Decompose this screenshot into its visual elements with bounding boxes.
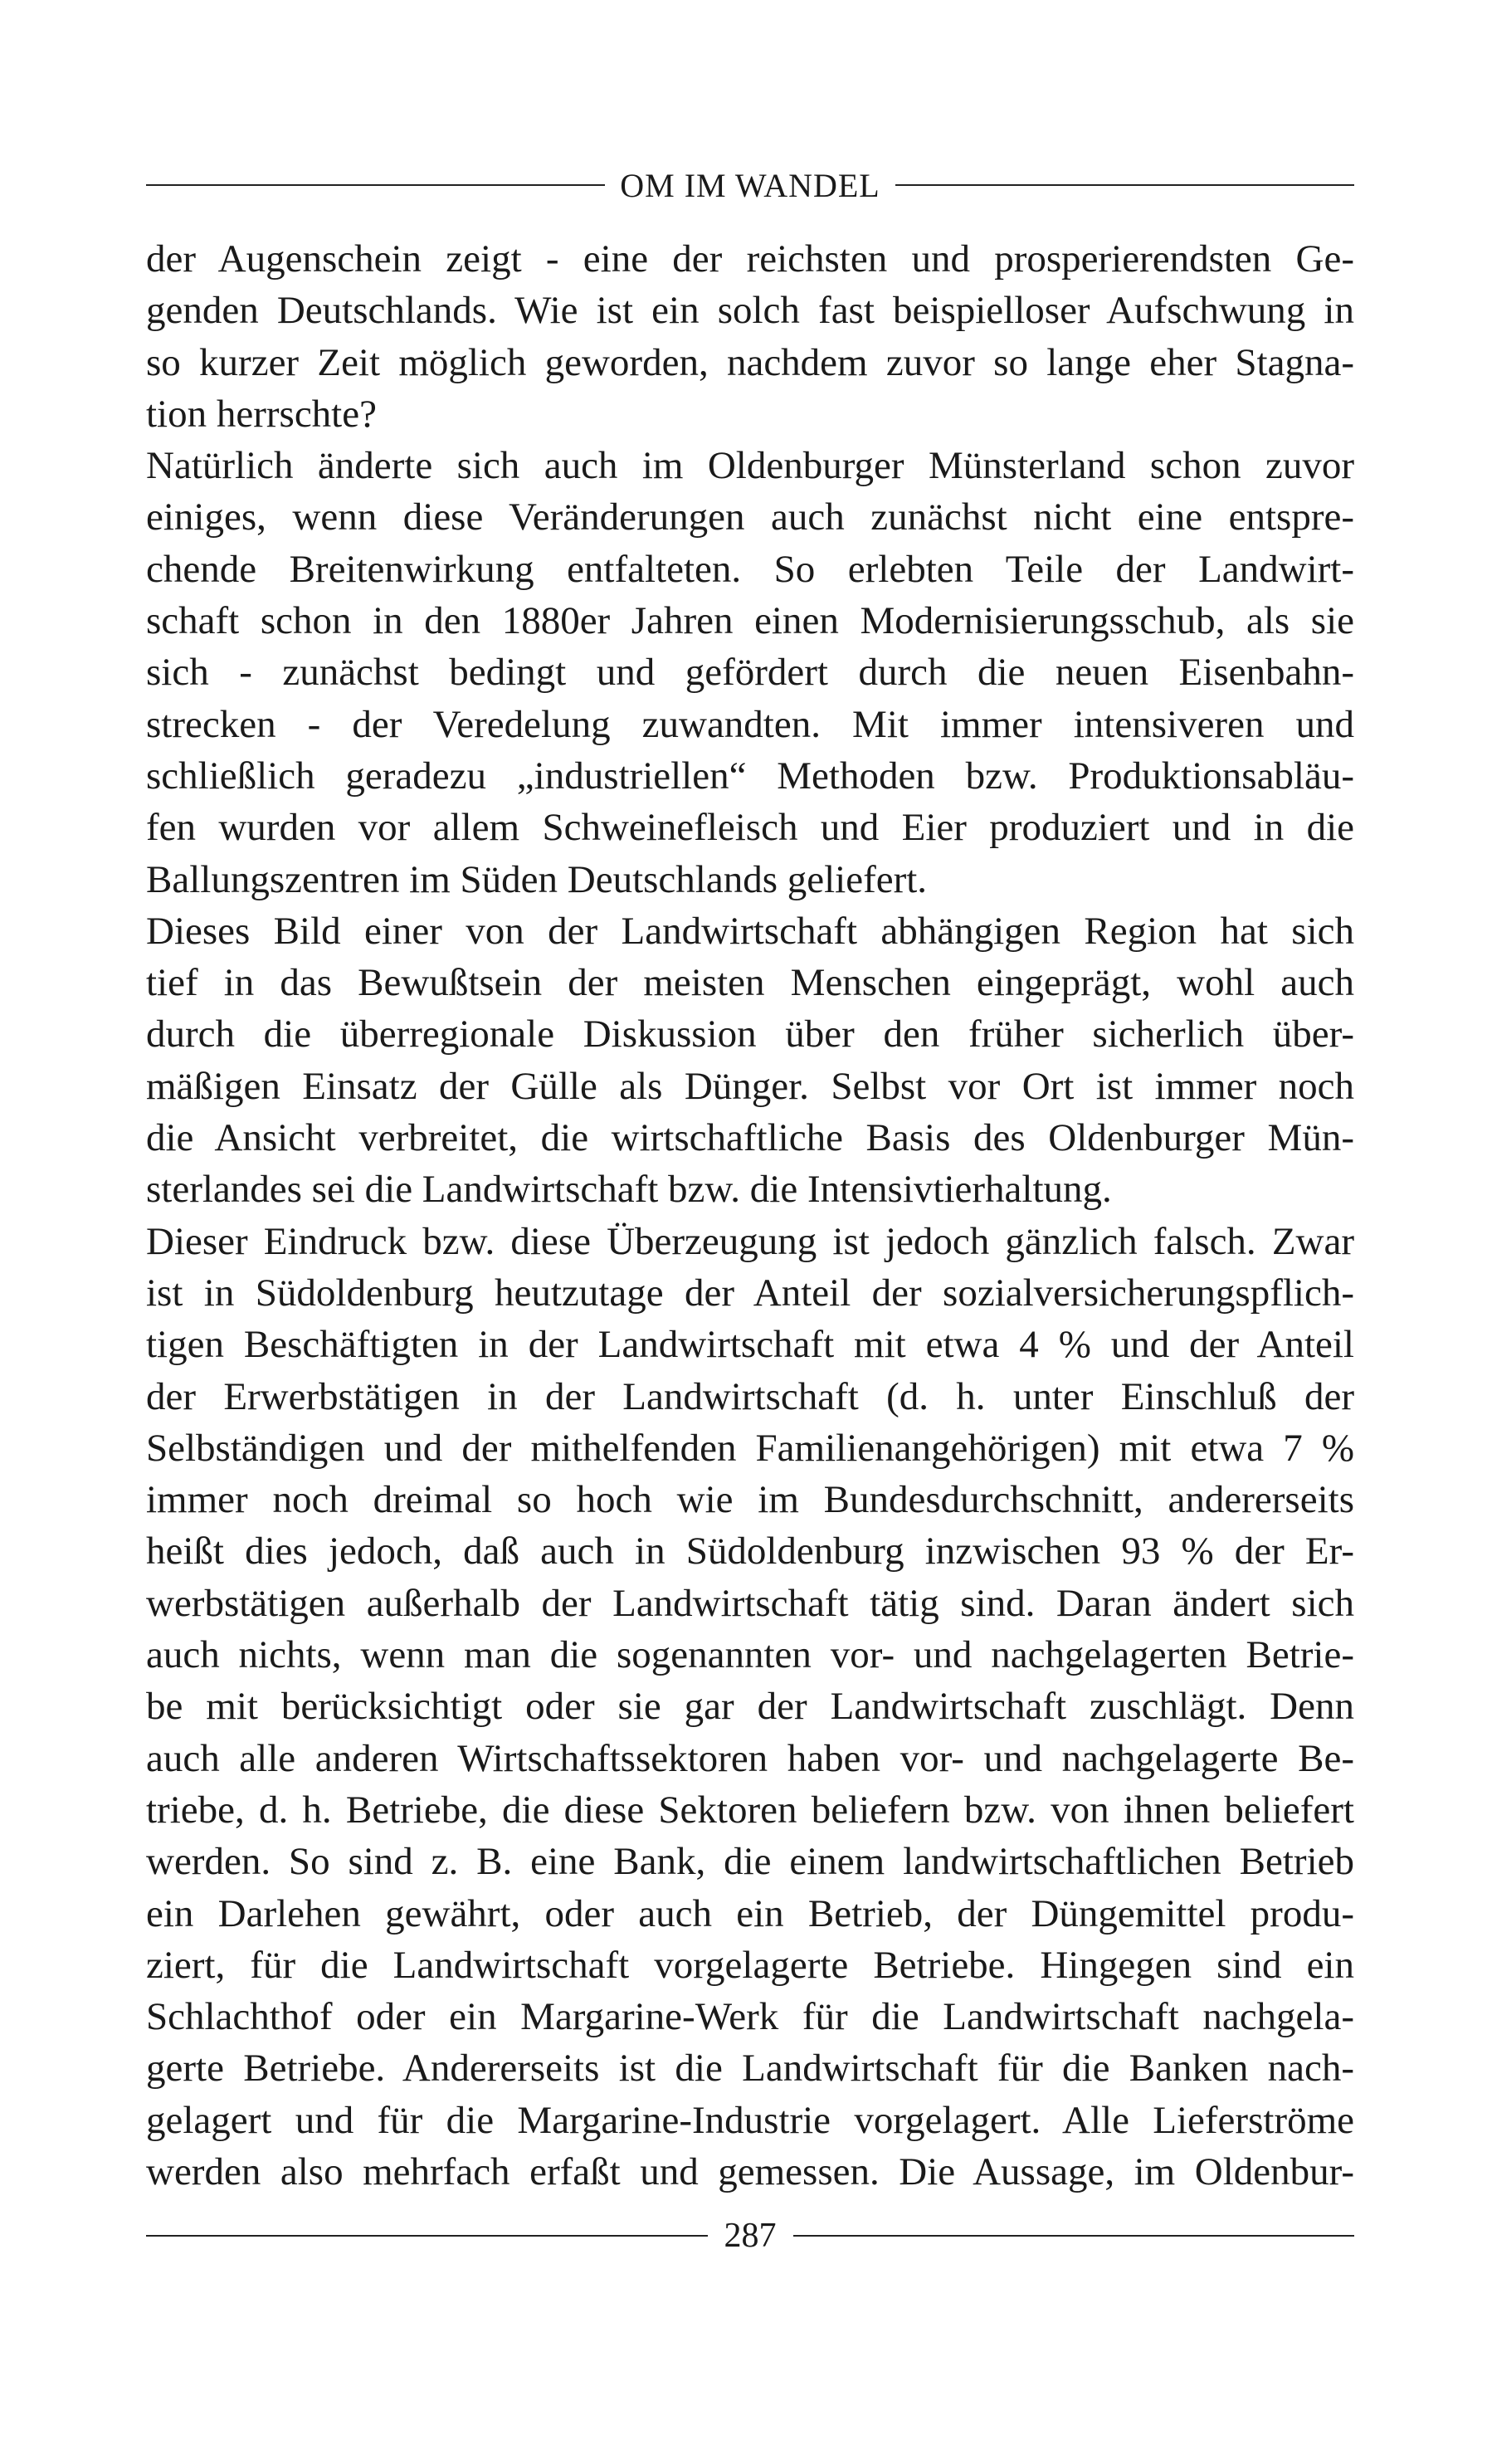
text-line: sich - zunächst bedingt und gefördert durch die neuen Eisenbahn-	[146, 651, 1354, 695]
text-line: auch nichts, wenn man die sogenannten vor- und nachgelagerten Betrie-	[146, 1633, 1354, 1677]
paragraph-2	[146, 440, 1354, 905]
paragraph-4	[146, 1216, 1354, 2198]
text-line: mäßigen Einsatz der Gülle als Dünger. Selbst vor Ort ist immer noch	[146, 1064, 1354, 1108]
folio-left-rule	[146, 2235, 708, 2237]
text-line: Dieser Eindruck bzw. diese Überzeugung ist jedoch gänzlich falsch. Zwar	[146, 1219, 1354, 1263]
page-number: 287	[724, 2217, 777, 2255]
text-line: triebe, d. h. Betriebe, die diese Sektoren beliefern bzw. von ihnen beliefert	[146, 1788, 1354, 1832]
text-line: be mit berücksichtigt oder sie gar der Landwirtschaft zuschlägt. Denn	[146, 1685, 1354, 1729]
text-line: die Ansicht verbreitet, die wirtschaftliche Basis des Oldenburger Mün-	[146, 1116, 1354, 1160]
text-line: chende Breitenwirkung entfalteten. So erlebten Teile der Landwirt-	[146, 547, 1354, 591]
text-line: fen wurden vor allem Schweinefleisch und Eier produziert und in die	[146, 806, 1354, 850]
text-line: Dieses Bild einer von der Landwirtschaft abhängigen Region hat sich	[146, 909, 1354, 953]
text-line: gerte Betriebe. Andererseits ist die Landwirtschaft für die Banken nach-	[146, 2047, 1354, 2091]
folio	[146, 2214, 1354, 2257]
text-line: schaft schon in den 1880er Jahren einen Modernisierungsschub, als sie	[146, 599, 1354, 643]
text-line: werden also mehrfach erfaßt und gemessen. Die Aussage, im Oldenbur-	[146, 2149, 1354, 2193]
text-line: tigen Beschäftigten in der Landwirtschaft mit etwa 4 % und der Anteil	[146, 1323, 1354, 1367]
folio-right-rule	[793, 2235, 1355, 2237]
running-head-title: OM IM WANDEL	[620, 166, 880, 204]
paragraph-1	[146, 233, 1354, 440]
text-line: der Augenschein zeigt - eine der reichsten und prosperierendsten Ge-	[146, 237, 1354, 281]
paragraph-3	[146, 905, 1354, 1216]
text-line: sterlandes sei die Landwirtschaft bzw. die Intensivtierhaltung.	[146, 1168, 1112, 1212]
text-line: auch alle anderen Wirtschaftssektoren haben vor- und nachgelagerte Be-	[146, 1736, 1354, 1780]
running-head-left-rule	[146, 184, 605, 186]
body-text	[146, 233, 1354, 2198]
text-line: Ballungszentren im Süden Deutschlands geliefert.	[146, 857, 928, 901]
text-line: tief in das Bewußtsein der meisten Menschen eingeprägt, wohl auch	[146, 961, 1354, 1005]
text-line: tion herrschte?	[146, 392, 377, 436]
running-head	[146, 164, 1354, 206]
text-line: ist in Südoldenburg heutzutage der Anteil der sozialversicherungspflich-	[146, 1271, 1354, 1315]
text-line: Natürlich änderte sich auch im Oldenburger Münsterland schon zuvor	[146, 444, 1354, 488]
text-line: immer noch dreimal so hoch wie im Bundesdurchschnitt, andererseits	[146, 1478, 1354, 1522]
running-head-right-rule	[895, 184, 1354, 186]
text-line: werbstätigen außerhalb der Landwirtschaft tätig sind. Daran ändert sich	[146, 1581, 1354, 1625]
text-line: einiges, wenn diese Veränderungen auch zunächst nicht eine entspre-	[146, 495, 1354, 539]
text-line: durch die überregionale Diskussion über den früher sicherlich über-	[146, 1012, 1354, 1056]
text-line: werden. So sind z. B. eine Bank, die einem landwirtschaftlichen Betrieb	[146, 1840, 1354, 1884]
text-line: so kurzer Zeit möglich geworden, nachdem zuvor so lange eher Stagna-	[146, 340, 1354, 384]
text-line: Selbständigen und der mithelfenden Familienangehörigen) mit etwa 7 %	[146, 1426, 1354, 1470]
text-line: ein Darlehen gewährt, oder auch ein Betrieb, der Düngemittel produ-	[146, 1891, 1354, 1935]
text-line: ziert, für die Landwirtschaft vorgelagerte Betriebe. Hingegen sind ein	[146, 1943, 1354, 1987]
text-line: genden Deutschlands. Wie ist ein solch fast beispielloser Aufschwung in	[146, 289, 1354, 333]
text-line: heißt dies jedoch, daß auch in Südoldenburg inzwischen 93 % der Er-	[146, 1530, 1354, 1574]
text-line: Schlachthof oder ein Margarine-Werk für die Landwirtschaft nachgela-	[146, 1995, 1354, 2039]
text-line: strecken - der Veredelung zuwandten. Mit immer intensiveren und	[146, 702, 1354, 746]
text-line: der Erwerbstätigen in der Landwirtschaft (d. h. unter Einschluß der	[146, 1374, 1354, 1418]
text-line: schließlich geradezu „industriellen“ Methoden bzw. Produktionsabläu-	[146, 754, 1354, 798]
text-line: gelagert und für die Margarine-Industrie vorgelagert. Alle Lieferströme	[146, 2098, 1354, 2142]
